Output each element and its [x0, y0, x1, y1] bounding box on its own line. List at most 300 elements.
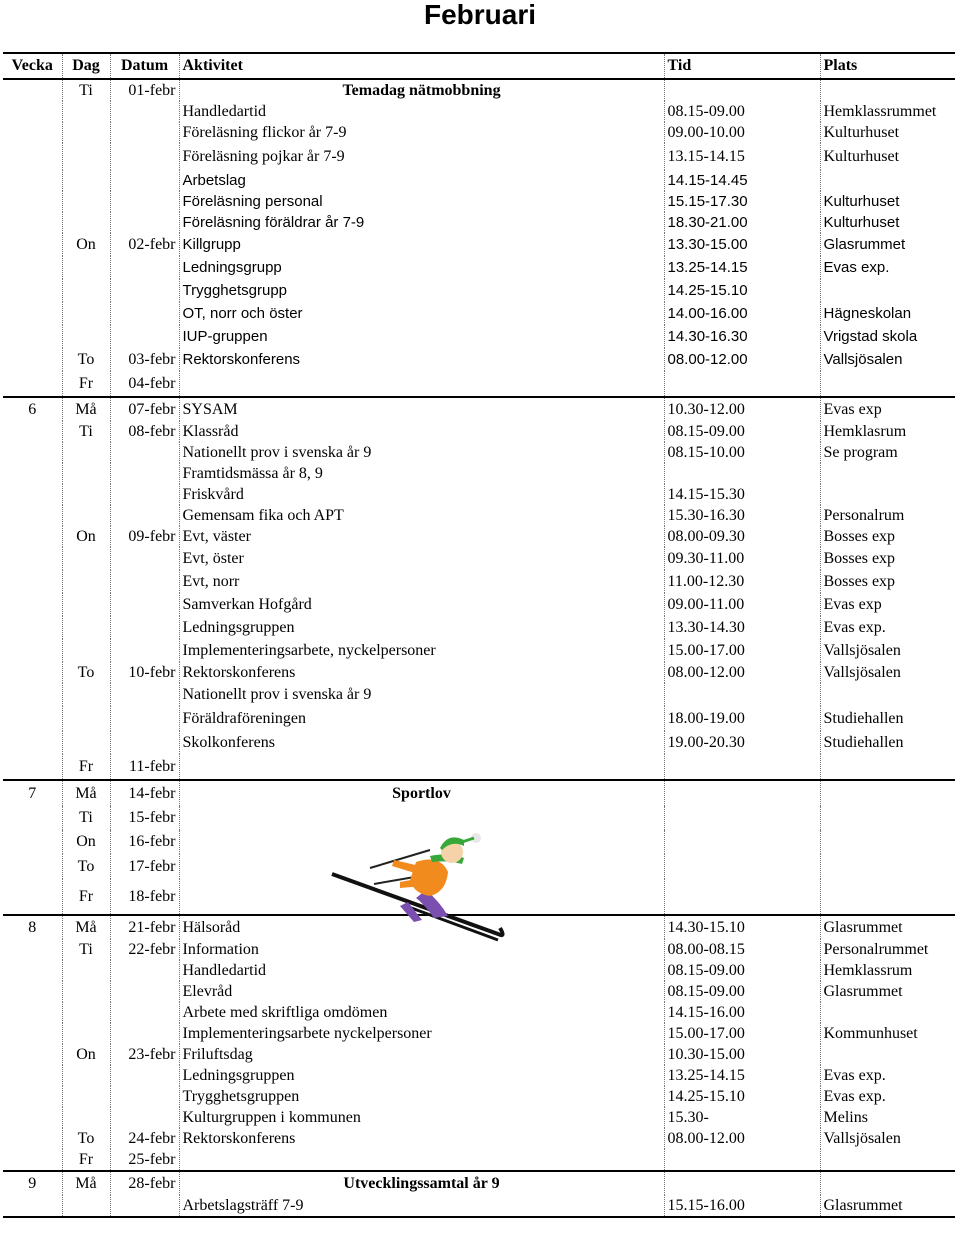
place-cell: Vallsjösalen: [820, 662, 955, 683]
activity-cell: Sportlov: [179, 780, 664, 806]
date-cell: [110, 212, 179, 233]
date-cell: 02-febr: [110, 233, 179, 256]
table-row: [3, 212, 955, 233]
table-row: [3, 1044, 955, 1065]
week-cell: [3, 706, 62, 731]
activity-cell: Gemensam fika och APT: [179, 505, 664, 526]
day-cell: [62, 981, 110, 1002]
date-cell: [110, 256, 179, 279]
activity-cell: Handledartid: [179, 101, 664, 122]
day-cell: [62, 593, 110, 616]
table-row: [3, 484, 955, 505]
day-cell: [62, 442, 110, 463]
time-cell: [664, 1149, 820, 1171]
date-cell: [110, 1065, 179, 1086]
time-cell: [664, 830, 820, 854]
time-cell: 18.30-21.00: [664, 212, 820, 233]
day-cell: [62, 547, 110, 570]
place-cell: [820, 830, 955, 854]
day-cell: [62, 683, 110, 706]
time-cell: 15.15-16.00: [664, 1195, 820, 1217]
place-cell: [820, 806, 955, 830]
week-cell: [3, 463, 62, 484]
day-cell: Må: [62, 915, 110, 939]
date-cell: 21-febr: [110, 915, 179, 939]
week-cell: [3, 1044, 62, 1065]
day-cell: [62, 616, 110, 639]
week-cell: [3, 302, 62, 325]
table-row: [3, 348, 955, 371]
day-cell: Fr: [62, 879, 110, 915]
activity-cell: Föreläsning personal: [179, 191, 664, 212]
table-row: [3, 1128, 955, 1149]
week-cell: [3, 279, 62, 302]
date-cell: [110, 484, 179, 505]
time-cell: 14.00-16.00: [664, 302, 820, 325]
place-cell: Bosses exp: [820, 570, 955, 593]
table-row: [3, 1023, 955, 1044]
time-cell: 19.00-20.30: [664, 731, 820, 754]
day-cell: Må: [62, 397, 110, 421]
time-cell: 08.00-09.30: [664, 526, 820, 547]
place-cell: Hemklassrum: [820, 960, 955, 981]
place-cell: Kommunhuset: [820, 1023, 955, 1044]
time-cell: [664, 754, 820, 780]
time-cell: 14.30-16.30: [664, 325, 820, 348]
day-cell: [62, 191, 110, 212]
week-cell: [3, 442, 62, 463]
time-cell: 14.30-15.10: [664, 915, 820, 939]
place-cell: Glasrummet: [820, 233, 955, 256]
header-time: Tid: [664, 53, 820, 79]
activity-cell: Ledningsgruppen: [179, 616, 664, 639]
time-cell: 15.00-17.00: [664, 1023, 820, 1044]
time-cell: 13.30-14.30: [664, 616, 820, 639]
week-cell: [3, 854, 62, 879]
place-cell: Evas exp.: [820, 616, 955, 639]
activity-cell: Information: [179, 939, 664, 960]
place-cell: Evas exp: [820, 593, 955, 616]
table-row: [3, 122, 955, 143]
place-cell: Studiehallen: [820, 706, 955, 731]
time-cell: 13.15-14.15: [664, 143, 820, 170]
place-cell: Hemklassrummet: [820, 101, 955, 122]
week-cell: [3, 484, 62, 505]
date-cell: 07-febr: [110, 397, 179, 421]
week-cell: [3, 1065, 62, 1086]
day-cell: Ti: [62, 421, 110, 442]
activity-cell: OT, norr och öster: [179, 302, 664, 325]
place-cell: [820, 879, 955, 915]
activity-cell: Friskvård: [179, 484, 664, 505]
time-cell: [664, 806, 820, 830]
time-cell: [664, 879, 820, 915]
week-cell: [3, 1023, 62, 1044]
activity-cell: Evt, norr: [179, 570, 664, 593]
activity-cell: IUP-gruppen: [179, 325, 664, 348]
activity-cell: Utvecklingssamtal år 9: [179, 1171, 664, 1195]
table-row: [3, 1065, 955, 1086]
date-cell: 08-febr: [110, 421, 179, 442]
table-row: [3, 981, 955, 1002]
place-cell: Kulturhuset: [820, 143, 955, 170]
week-cell: [3, 683, 62, 706]
place-cell: Evas exp.: [820, 1086, 955, 1107]
time-cell: 08.15-09.00: [664, 981, 820, 1002]
time-cell: [664, 854, 820, 879]
week-cell: 8: [3, 915, 62, 939]
date-cell: 09-febr: [110, 526, 179, 547]
week-cell: [3, 348, 62, 371]
week-cell: [3, 256, 62, 279]
activity-cell: Rektorskonferens: [179, 662, 664, 683]
day-cell: [62, 279, 110, 302]
day-cell: Fr: [62, 371, 110, 397]
activity-cell: Arbetslagsträff 7-9: [179, 1195, 664, 1217]
header-date: Datum: [110, 53, 179, 79]
place-cell: Evas exp: [820, 397, 955, 421]
table-row: [3, 302, 955, 325]
week-cell: [3, 939, 62, 960]
activity-cell: Implementeringsarbete nyckelpersoner: [179, 1023, 664, 1044]
week-cell: [3, 616, 62, 639]
date-cell: 25-febr: [110, 1149, 179, 1171]
day-cell: Ti: [62, 79, 110, 101]
time-cell: 13.25-14.15: [664, 256, 820, 279]
table-row: [3, 1149, 955, 1171]
day-cell: [62, 1065, 110, 1086]
table-row: [3, 731, 955, 754]
time-cell: [664, 463, 820, 484]
date-cell: 23-febr: [110, 1044, 179, 1065]
table-row: [3, 421, 955, 442]
time-cell: 08.15-09.00: [664, 421, 820, 442]
date-cell: [110, 1107, 179, 1128]
day-cell: [62, 212, 110, 233]
time-cell: [664, 780, 820, 806]
time-cell: 10.30-15.00: [664, 1044, 820, 1065]
table-row: [3, 1171, 955, 1195]
table-row: [3, 616, 955, 639]
date-cell: 03-febr: [110, 348, 179, 371]
table-row: [3, 233, 955, 256]
week-cell: [3, 191, 62, 212]
activity-cell: [179, 754, 664, 780]
time-cell: 13.25-14.15: [664, 1065, 820, 1086]
table-row: [3, 960, 955, 981]
time-cell: 09.30-11.00: [664, 547, 820, 570]
time-cell: 15.00-17.00: [664, 639, 820, 662]
day-cell: Fr: [62, 1149, 110, 1171]
time-cell: 08.15-09.00: [664, 960, 820, 981]
week-cell: [3, 1149, 62, 1171]
week-cell: [3, 421, 62, 442]
table-row: [3, 279, 955, 302]
activity-cell: Trygghetsgruppen: [179, 1086, 664, 1107]
time-cell: [664, 1171, 820, 1195]
time-cell: 15.30-16.30: [664, 505, 820, 526]
week-cell: [3, 1195, 62, 1217]
time-cell: [664, 683, 820, 706]
date-cell: [110, 1086, 179, 1107]
table-row: [3, 662, 955, 683]
time-cell: 09.00-11.00: [664, 593, 820, 616]
time-cell: 14.25-15.10: [664, 279, 820, 302]
time-cell: [664, 79, 820, 101]
activity-cell: Arbete med skriftliga omdömen: [179, 1002, 664, 1023]
header-day: Dag: [62, 53, 110, 79]
date-cell: 18-febr: [110, 879, 179, 915]
header-activity: Aktivitet: [179, 53, 664, 79]
day-cell: Må: [62, 1171, 110, 1195]
week-cell: [3, 662, 62, 683]
day-cell: [62, 1107, 110, 1128]
table-row: [3, 547, 955, 570]
day-cell: [62, 484, 110, 505]
day-cell: [62, 463, 110, 484]
date-cell: 17-febr: [110, 854, 179, 879]
place-cell: Se program: [820, 442, 955, 463]
page-title: Februari: [423, 0, 537, 30]
week-cell: [3, 1107, 62, 1128]
activity-cell: Nationellt prov i svenska år 9: [179, 442, 664, 463]
week-cell: [3, 731, 62, 754]
activity-cell: Temadag nätmobbning: [179, 79, 664, 101]
place-cell: [820, 1149, 955, 1171]
place-cell: Kulturhuset: [820, 122, 955, 143]
place-cell: [820, 371, 955, 397]
table-row: [3, 593, 955, 616]
table-row: [3, 256, 955, 279]
week-cell: [3, 593, 62, 616]
activity-cell: Klassråd: [179, 421, 664, 442]
table-row: [3, 371, 955, 397]
date-cell: [110, 325, 179, 348]
place-cell: [820, 1044, 955, 1065]
place-cell: [820, 279, 955, 302]
table-row: [3, 143, 955, 170]
day-cell: To: [62, 1128, 110, 1149]
table-row: [3, 639, 955, 662]
week-cell: [3, 547, 62, 570]
day-cell: [62, 731, 110, 754]
day-cell: [62, 639, 110, 662]
week-cell: [3, 325, 62, 348]
date-cell: 28-febr: [110, 1171, 179, 1195]
activity-cell: Föreläsning pojkar år 7-9: [179, 143, 664, 170]
place-cell: Melins: [820, 1107, 955, 1128]
week-cell: [3, 1002, 62, 1023]
date-cell: [110, 1023, 179, 1044]
week-cell: [3, 143, 62, 170]
place-cell: Vallsjösalen: [820, 1128, 955, 1149]
place-cell: [820, 1002, 955, 1023]
week-cell: [3, 1128, 62, 1149]
activity-cell: Trygghetsgrupp: [179, 279, 664, 302]
date-cell: [110, 981, 179, 1002]
date-cell: [110, 960, 179, 981]
table-row: [3, 1195, 955, 1217]
table-row: [3, 526, 955, 547]
week-cell: [3, 1086, 62, 1107]
skier-illustration: [330, 832, 510, 942]
activity-cell: Hälsoråd: [179, 915, 664, 939]
table-row: [3, 463, 955, 484]
activity-cell: Killgrupp: [179, 233, 664, 256]
place-cell: Kulturhuset: [820, 191, 955, 212]
date-cell: 11-febr: [110, 754, 179, 780]
header-place: Plats: [820, 53, 955, 79]
day-cell: Fr: [62, 754, 110, 780]
table-row: [3, 683, 955, 706]
week-cell: [3, 639, 62, 662]
day-cell: [62, 101, 110, 122]
place-cell: [820, 79, 955, 101]
place-cell: Hemklasrum: [820, 421, 955, 442]
date-cell: [110, 706, 179, 731]
activity-cell: Samverkan Hofgård: [179, 593, 664, 616]
activity-cell: Arbetslag: [179, 170, 664, 191]
day-cell: On: [62, 526, 110, 547]
schedule-table: [3, 52, 955, 1218]
table-row: [3, 442, 955, 463]
place-cell: Personalrum: [820, 505, 955, 526]
place-cell: [820, 754, 955, 780]
activity-cell: Föräldraföreningen: [179, 706, 664, 731]
activity-cell: Evt, väster: [179, 526, 664, 547]
place-cell: Vrigstad skola: [820, 325, 955, 348]
day-cell: To: [62, 854, 110, 879]
week-cell: [3, 526, 62, 547]
date-cell: [110, 505, 179, 526]
table-row: [3, 397, 955, 421]
place-cell: [820, 170, 955, 191]
activity-cell: [179, 806, 664, 830]
date-cell: [110, 1195, 179, 1217]
date-cell: [110, 302, 179, 325]
place-cell: [820, 1171, 955, 1195]
activity-cell: Implementeringsarbete, nyckelpersoner: [179, 639, 664, 662]
time-cell: 14.15-15.30: [664, 484, 820, 505]
activity-cell: [179, 1149, 664, 1171]
header-row: [3, 53, 955, 79]
time-cell: 08.15-10.00: [664, 442, 820, 463]
place-cell: Glasrummet: [820, 1195, 955, 1217]
week-cell: [3, 101, 62, 122]
place-cell: Studiehallen: [820, 731, 955, 754]
activity-cell: Föreläsning föräldrar år 7-9: [179, 212, 664, 233]
date-cell: 10-febr: [110, 662, 179, 683]
day-cell: Ti: [62, 939, 110, 960]
week-cell: 9: [3, 1171, 62, 1195]
header-week: Vecka: [3, 53, 62, 79]
day-cell: Må: [62, 780, 110, 806]
time-cell: 15.15-17.30: [664, 191, 820, 212]
week-cell: [3, 212, 62, 233]
place-cell: Kulturhuset: [820, 212, 955, 233]
date-cell: 01-febr: [110, 79, 179, 101]
week-cell: [3, 79, 62, 101]
day-cell: [62, 1086, 110, 1107]
date-cell: [110, 279, 179, 302]
date-cell: [110, 463, 179, 484]
day-cell: [62, 1023, 110, 1044]
place-cell: Glasrummet: [820, 981, 955, 1002]
place-cell: Bosses exp: [820, 526, 955, 547]
date-cell: [110, 170, 179, 191]
activity-cell: Ledningsgrupp: [179, 256, 664, 279]
week-cell: [3, 505, 62, 526]
time-cell: 11.00-12.30: [664, 570, 820, 593]
place-cell: [820, 780, 955, 806]
time-cell: [664, 371, 820, 397]
date-cell: [110, 731, 179, 754]
day-cell: [62, 570, 110, 593]
place-cell: Evas exp.: [820, 256, 955, 279]
activity-cell: Rektorskonferens: [179, 1128, 664, 1149]
date-cell: [110, 616, 179, 639]
place-cell: [820, 854, 955, 879]
day-cell: [62, 505, 110, 526]
time-cell: 08.00-08.15: [664, 939, 820, 960]
activity-cell: Kulturgruppen i kommunen: [179, 1107, 664, 1128]
activity-cell: Ledningsgruppen: [179, 1065, 664, 1086]
place-cell: Hägneskolan: [820, 302, 955, 325]
table-row: [3, 939, 955, 960]
week-cell: [3, 371, 62, 397]
place-cell: Vallsjösalen: [820, 639, 955, 662]
table-row: [3, 325, 955, 348]
table-row: [3, 1086, 955, 1107]
time-cell: 14.15-14.45: [664, 170, 820, 191]
date-cell: [110, 122, 179, 143]
place-cell: [820, 683, 955, 706]
place-cell: Personalrummet: [820, 939, 955, 960]
time-cell: 15.30-: [664, 1107, 820, 1128]
date-cell: 22-febr: [110, 939, 179, 960]
table-row: [3, 1107, 955, 1128]
table-row: [3, 754, 955, 780]
day-cell: On: [62, 233, 110, 256]
time-cell: 09.00-10.00: [664, 122, 820, 143]
day-cell: On: [62, 1044, 110, 1065]
date-cell: [110, 101, 179, 122]
place-cell: Bosses exp: [820, 547, 955, 570]
week-cell: 6: [3, 397, 62, 421]
week-cell: [3, 830, 62, 854]
table-row: [3, 806, 955, 830]
date-cell: [110, 639, 179, 662]
week-cell: [3, 570, 62, 593]
day-cell: [62, 302, 110, 325]
table-row: [3, 170, 955, 191]
date-cell: 16-febr: [110, 830, 179, 854]
time-cell: 08.00-12.00: [664, 348, 820, 371]
week-cell: [3, 960, 62, 981]
day-cell: [62, 960, 110, 981]
table-row: [3, 191, 955, 212]
activity-cell: Friluftsdag: [179, 1044, 664, 1065]
day-cell: [62, 706, 110, 731]
time-cell: 18.00-19.00: [664, 706, 820, 731]
date-cell: [110, 191, 179, 212]
activity-cell: SYSAM: [179, 397, 664, 421]
table-row: [3, 79, 955, 101]
date-cell: [110, 1002, 179, 1023]
date-cell: [110, 683, 179, 706]
time-cell: 14.25-15.10: [664, 1086, 820, 1107]
week-cell: [3, 122, 62, 143]
